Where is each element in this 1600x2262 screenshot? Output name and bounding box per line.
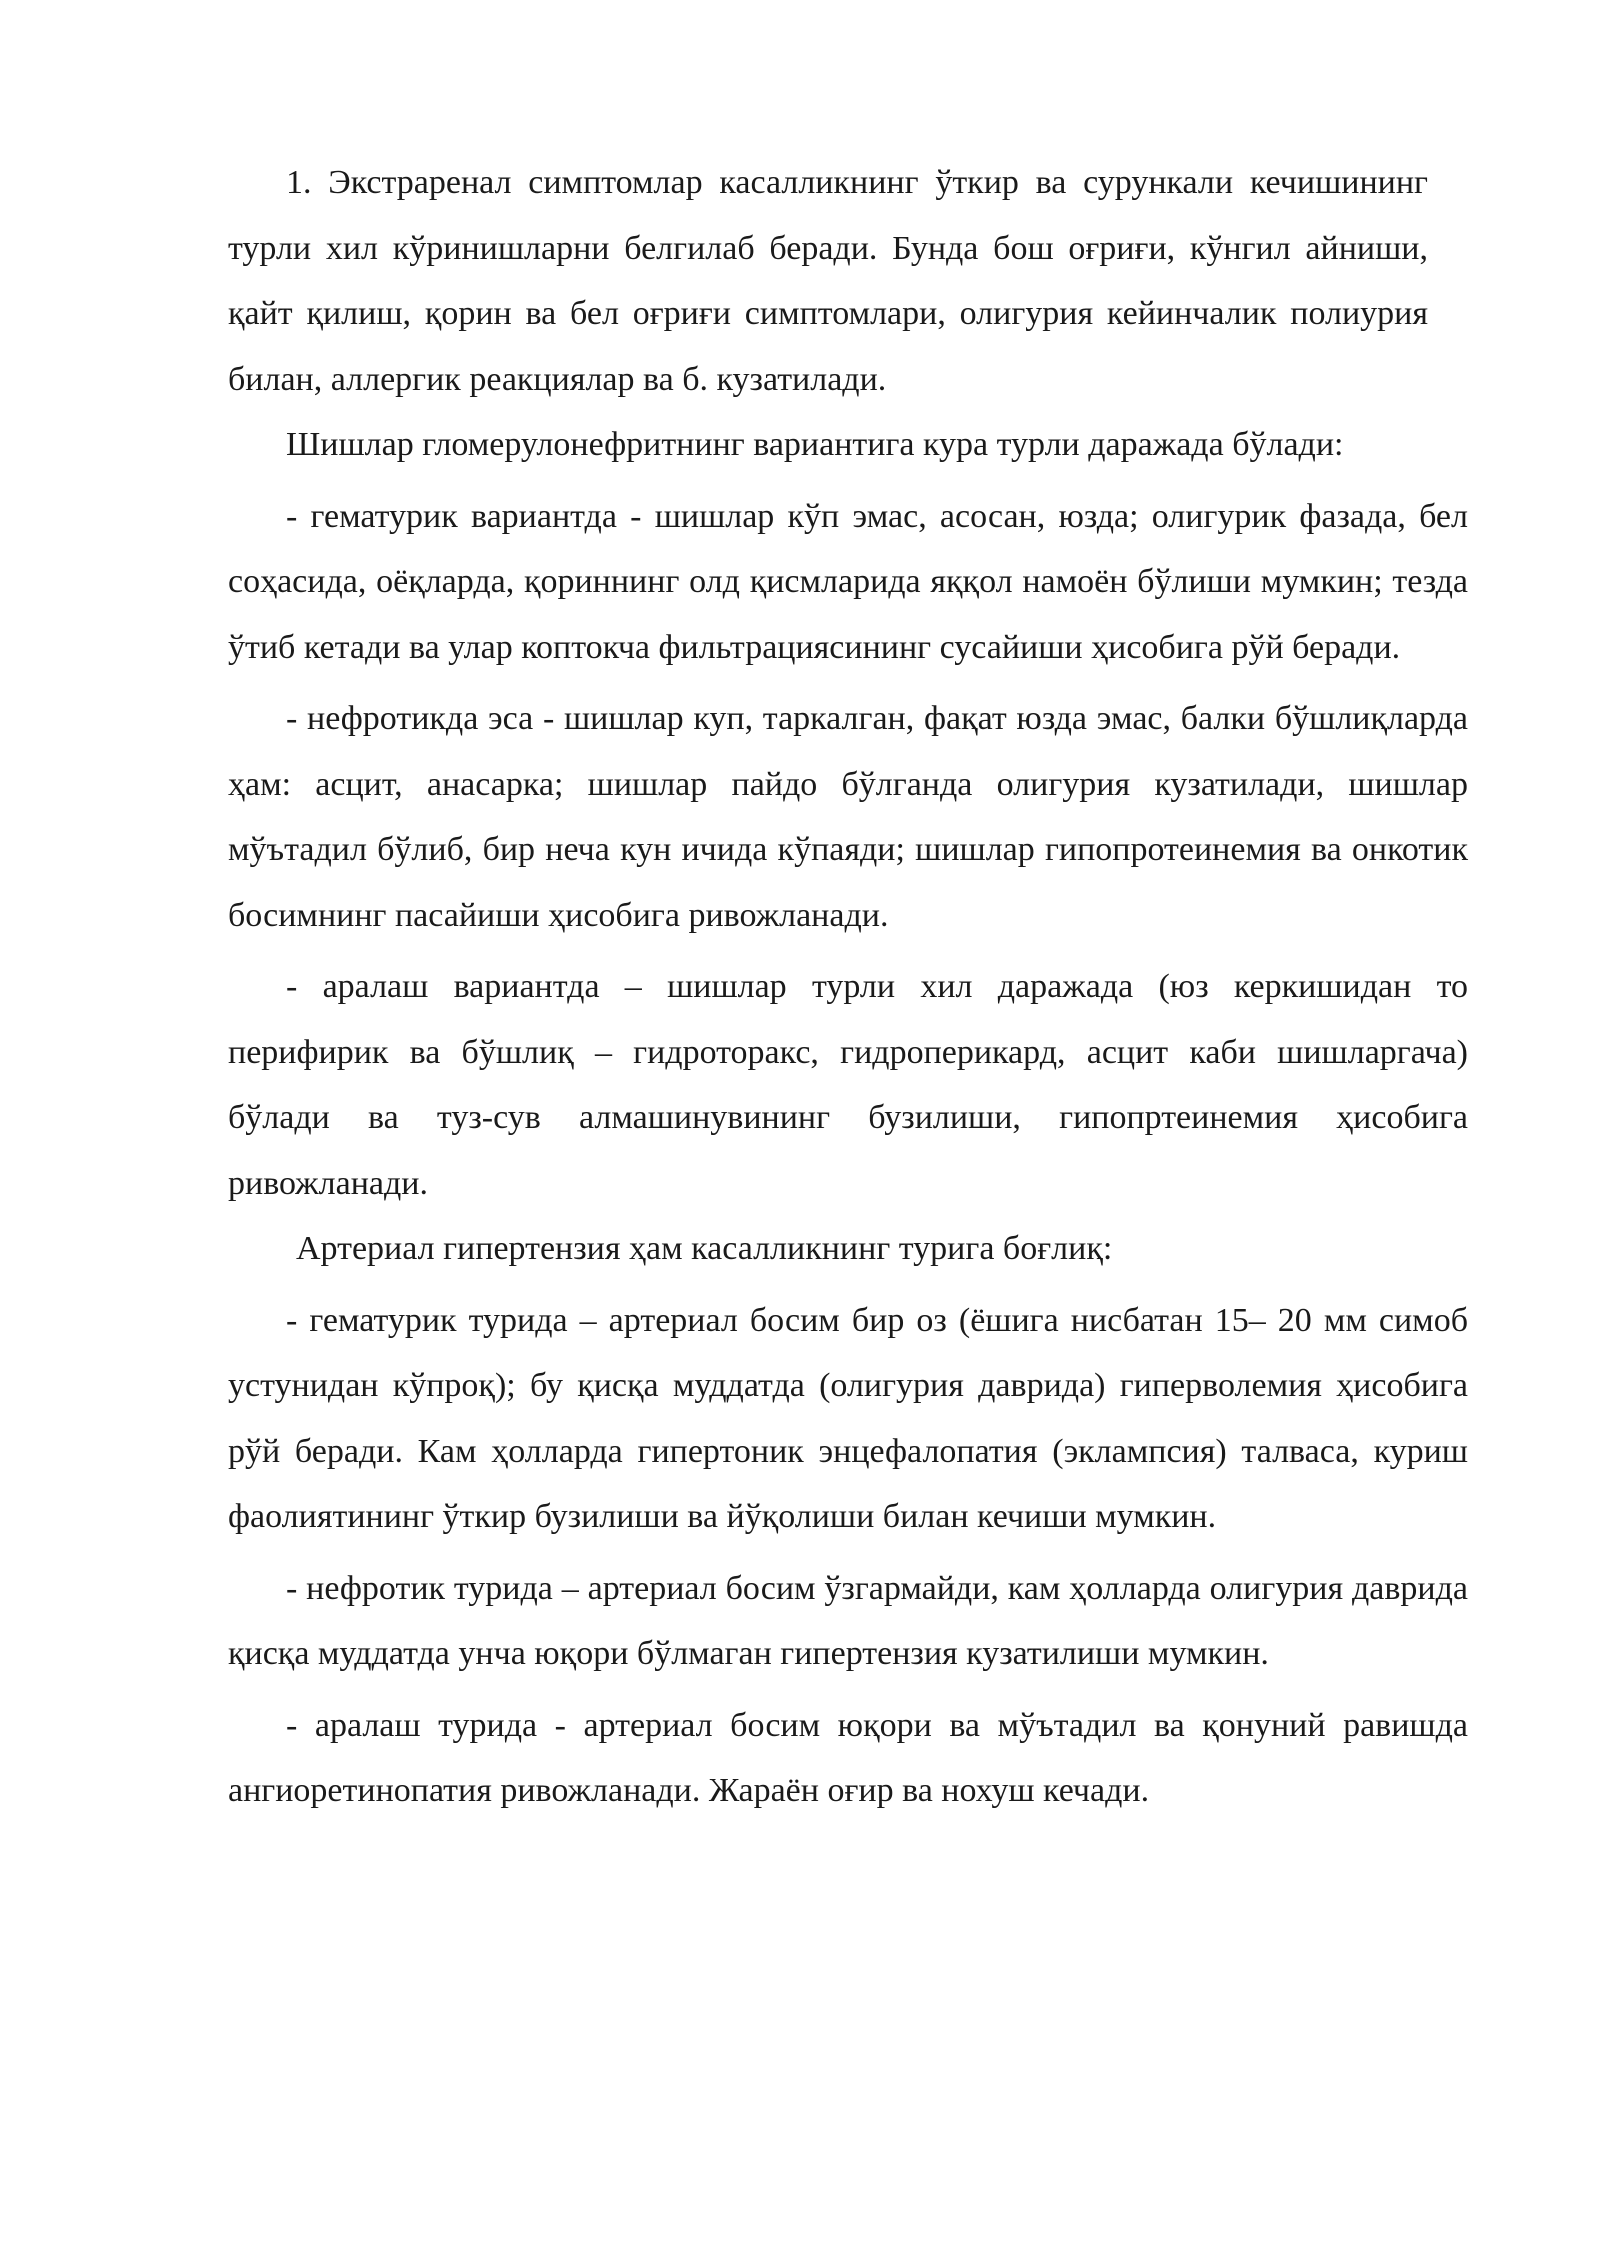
paragraph-edema-hematuric: - гематурик вариантда - шишлар кўп эмас, асосан, юзда; олигурик фазада, бел соҳасида, оёқларда, қориннинг олд қисмларида яққол намоён бўлиши мумкин; тезда ўтиб кетади ва улар коптокча фильтрациясининг сусайиши ҳисобига рўй беради. bbox=[228, 497, 1468, 666]
paragraph-edema-intro: Шишлар гломерулонефритнинг вариантига кура турли даражада бўлади: bbox=[286, 426, 1344, 463]
paragraph-hypertension-hematuric: - гематурик турида – артериал босим бир оз (ёшига нисбатан 15– 20 мм симоб устунидан кўпроқ); бу қисқа муддатда (олигурия даврида) гиперволемия ҳисобига рўй беради. Кам ҳолларда гипертоник энцефалопатия (эклампсия) талваса, куриш фаолиятининг ўткир бузилиши ва йўқолиши билан кечиши мумкин. bbox=[228, 1301, 1468, 1535]
paragraph-hypertension-mixed: - аралаш турида - артериал босим юқори ва мўътадил ва қонуний равишда ангиоретинопатия ривожланади. Жараён оғир ва нохуш кечади. bbox=[228, 1706, 1468, 1809]
paragraph-edema-nephrotic: - нефротикда эса - шишлар куп, таркалган, фақат юзда эмас, балки бўшлиқларда ҳам: асцит, анасарка; шишлар пайдо бўлганда олигурия кузатилади, шишлар мўътадил бўлиб, бир неча кун ичида кўпаяди; шишлар гипопротеинемия ва онкотик босимнинг пасайиши ҳисобига ривожланади. bbox=[228, 700, 1468, 934]
paragraph-hypertension-nephrotic: - нефротик турида – артериал босим ўзгармайди, кам ҳолларда олигурия даврида қисқа муддатда унча юқори бўлмаган гипертензия кузатилиши мумкин. bbox=[228, 1569, 1468, 1672]
paragraph-edema-mixed: - аралаш вариантда – шишлар турли хил даражада (юз керкишидан то перифирик ва бўшлиқ – гидроторакс, гидроперикард, асцит каби шишларгача) бўлади ва туз-сув алмашинувининг бузилиши, гипопртеинемия ҳисобига ривожланади. bbox=[228, 968, 1468, 1202]
paragraph-hypertension-intro: Артериал гипертензия ҳам касалликнинг турига боғлиқ: bbox=[296, 1230, 1113, 1267]
paragraph-extrarenal-symptoms: 1. Экстраренал симптомлар касалликнинг ўткир ва сурункали кечишининг турли хил кўринишларни белгилаб беради. Бунда бош оғриғи, кўнгил айниши, қайт қилиш, қорин ва бел оғриғи симптомлари, олигурия кейинчалик полиурия билан, аллергик реакциялар ва б. кузатилади. bbox=[228, 164, 1428, 398]
document-body bbox=[228, 150, 1468, 1824]
